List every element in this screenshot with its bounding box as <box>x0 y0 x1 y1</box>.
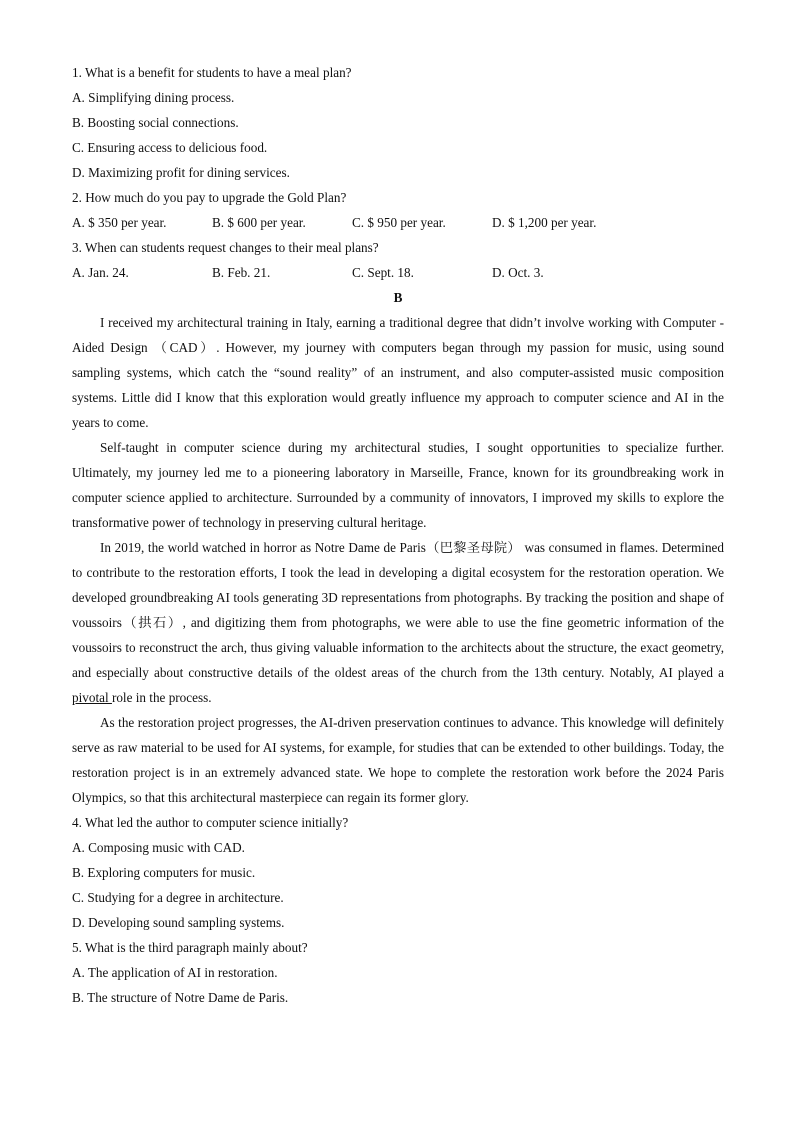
question-1-option-b: B. Boosting social connections. <box>72 115 239 130</box>
question-4-stem: 4. What led the author to computer science initially? <box>72 815 349 830</box>
underlined-word-pivotal: pivotal <box>72 690 112 705</box>
question-4-option-b: B. Exploring computers for music. <box>72 865 256 880</box>
question-1-option-a: A. Simplifying dining process. <box>72 90 235 105</box>
question-3-option-b: B. Feb. 21. <box>212 265 271 280</box>
question-3-option-a: A. Jan. 24. <box>72 265 129 280</box>
passage-paragraph-4: As the restoration project progresses, the AI-driven preservation continues to advance. This knowledge will definitely serve as raw material to be used for AI systems, for example, for studies that can be extended to other buildings. Today, the restoration project is in an extremely advanced state. We hope to complete the restoration work before the 2024 Paris Olympics, so that this architectural masterpiece can regain its former glory. <box>72 715 724 805</box>
question-1-option-c: C. Ensuring access to delicious food. <box>72 140 268 155</box>
question-1-option-d: D. Maximizing profit for dining services. <box>72 165 290 180</box>
document-page <box>72 60 724 1010</box>
section-b-heading: B <box>393 290 403 305</box>
paragraph-3-text: In 2019, the world watched in horror as Notre Dame de Paris（巴黎圣母院） was consumed in flames. Determined to contribute to the restoration efforts, I took the lead in developing a digital ecosystem for the restoration operation. We developed groundbreaking AI tools generating 3D representations from photographs. By tracking the position and shape of voussoirs（拱石）, and digitizing them from photographs, we were able to use the fine geometric information of the voussoirs to reconstruct the arch, thus giving valuable information to the architects about the structure, the exact geometry, and especially about constructive details of the oldest areas of the church from the 13th century. Notably, AI played a <box>72 540 724 680</box>
question-4-option-d: D. Developing sound sampling systems. <box>72 915 285 930</box>
question-2-option-b: B. $ 600 per year. <box>212 215 306 230</box>
passage-paragraph-3 <box>72 535 724 710</box>
question-2-stem: 2. How much do you pay to upgrade the Gold Plan? <box>72 190 347 205</box>
question-5-option-a: A. The application of AI in restoration. <box>72 965 278 980</box>
passage-paragraph-1: I received my architectural training in Italy, earning a traditional degree that didn’t involve working with Computer - Aided Design （CAD）. However, my journey with computers began through my passion for music, using sound sampling systems, which catch the “sound reality” of an instrument, and also computer-assisted music composition systems. Little did I know that this exploration would greatly influence my approach to computer science and AI in the years to come. <box>72 315 724 430</box>
question-4-option-c: C. Studying for a degree in architecture. <box>72 890 284 905</box>
question-2-option-c: C. $ 950 per year. <box>352 215 446 230</box>
question-2-option-d: D. $ 1,200 per year. <box>492 215 597 230</box>
question-5-stem: 5. What is the third paragraph mainly about? <box>72 940 308 955</box>
passage-paragraph-2: Self-taught in computer science during my architectural studies, I sought opportunities to specialize further. Ultimately, my journey led me to a pioneering laboratory in Marseille, France, known for its groundbreaking work in computer science applied to architecture. Surrounded by a community of innovators, I improved my skills to explore the transformative power of technology in preserving cultural heritage. <box>72 440 724 530</box>
question-4-option-a: A. Composing music with CAD. <box>72 840 245 855</box>
question-3-option-c: C. Sept. 18. <box>352 265 414 280</box>
question-1-stem: 1. What is a benefit for students to have a meal plan? <box>72 65 352 80</box>
question-5-option-b: B. The structure of Notre Dame de Paris. <box>72 990 289 1005</box>
question-3-stem: 3. When can students request changes to their meal plans? <box>72 240 379 255</box>
paragraph-3-end: role in the process. <box>111 690 212 705</box>
question-2-option-a: A. $ 350 per year. <box>72 215 167 230</box>
question-3-options <box>72 260 724 285</box>
question-2-options <box>72 210 724 235</box>
question-3-option-d: D. Oct. 3. <box>492 265 544 280</box>
